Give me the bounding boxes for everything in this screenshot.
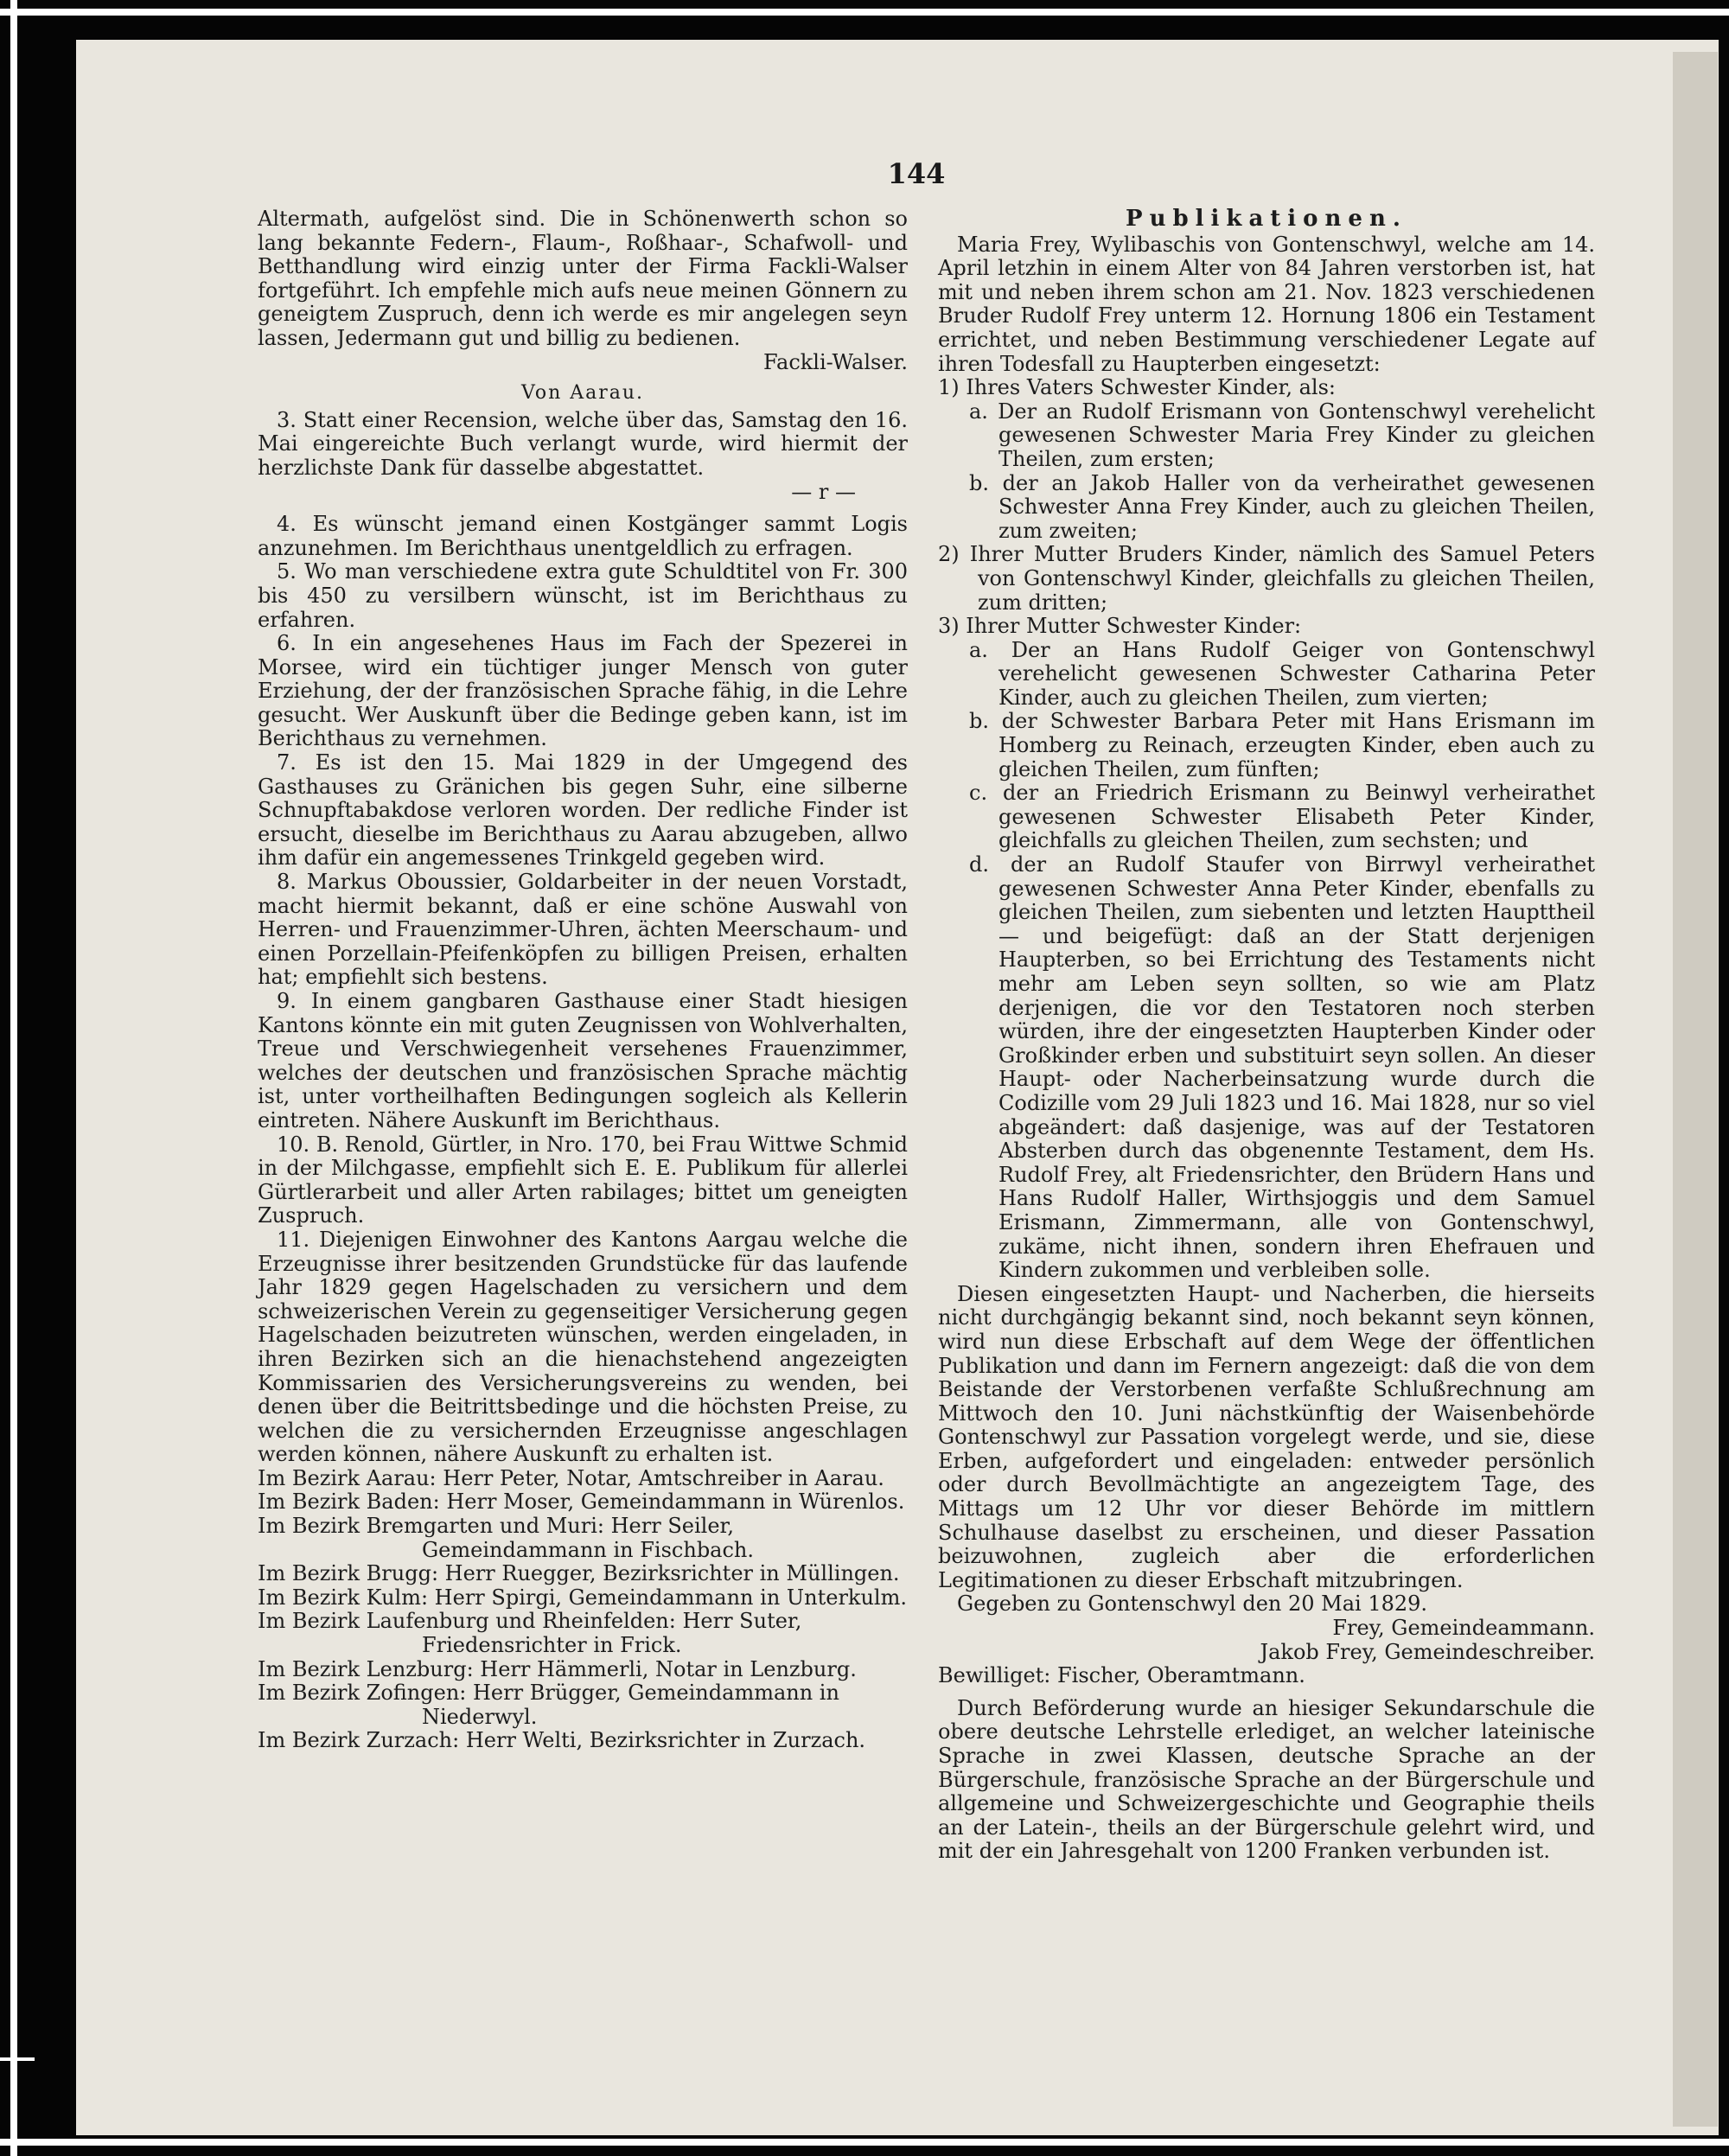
district-entry: Im Bezirk Bremgarten und Muri: Herr Seiler, Gemeindammann in Fischbach. — [258, 1514, 755, 1562]
given-date: Gegeben zu Gontenschwyl den 20 Mai 1829. — [957, 1591, 1428, 1617]
scan-border-left — [10, 0, 17, 2156]
district-entry: Im Bezirk Aarau: Herr Peter, Notar, Amtschreiber in Aarau. — [258, 1465, 884, 1490]
signature-mayor: Frey, Gemeindeammann. — [1332, 1616, 1595, 1641]
heir-group-2: 2) Ihrer Mutter Bruders Kinder, nämlich des Samuel Peters von Gontenschwyl Kinder, gleichfalls zu gleichen Theilen, zum dritten; — [938, 542, 1595, 615]
district-entry: Im Bezirk Brugg: Herr Ruegger, Bezirksrichter in Müllingen. — [258, 1561, 900, 1586]
heir-3c: c. der an Friedrich Erismann zu Beinwyl verheirathet gewesenen Schwester Elisabeth Peter Kinder, gleichfalls zu gleichen Theilen, zum sechsten; und — [969, 781, 1595, 853]
approval-line: Bewilliget: Fischer, Oberamtmann. — [938, 1663, 1305, 1688]
page-edge-shadow — [1673, 52, 1718, 2127]
scan-border-top — [0, 9, 1729, 16]
district-list — [258, 1467, 908, 1753]
publikationen-heading: Publikationen. — [1126, 206, 1407, 232]
district-entry: Im Bezirk Zurzach: Herr Welti, Bezirksrichter in Zurzach. — [258, 1728, 866, 1753]
testament-intro: Maria Frey, Wylibaschis von Gontenschwyl, welche am 14. April letzhin in einem Alter von 84 Jahren verstorben ist, hat mit und neben ihrem schon am 21. Nov. 1823 verschiedenen Bruder Rudolf Frey unterm 12. Hornung 1806 ein Testament errichtet, und neben Bestimmung verschiedener Legate auf ihren Todesfall zu Haupterben eingesetzt: — [938, 232, 1595, 376]
notice-3-signature: — r — — [791, 479, 856, 504]
heir-group-1: 1) Ihres Vaters Schwester Kinder, als: — [938, 375, 1336, 400]
heir-3d: d. der an Rudolf Staufer von Birrwyl verheirathet gewesenen Schwester Anna Peter Kinder, ebenfalls zu gleichen Theilen, zum siebenten und letzten Haupttheil — und beigefügt: daß an der Statt derjenigen Haupterben, so bei Errichtung des Testaments nicht mehr am Leben seyn sollten, so wie am Platz derjenigen, die vor den Testatoren noch sterben würden, ihre der eingesetzten Haupterben Kinder oder Großkinder erben und substituirt seyn sollen. An dieser Haupt- oder Nacherbeinsatzung wurde durch die Codizille vom 29 Juli 1823 und 16. Mai 1828, nur so viel abgeändert: daß dasjenige, was auf der Testatoren Absterben durch das obgenennte Testament, dem Hs. Rudolf Frey, alt Friedensrichter, den Brüdern Hans und Hans Rudolf Haller, Wirthsjoggis und dem Samuel Erismann, Zimmermann, alle von Gontenschwyl, zukäme, nicht ihnen, sondern ihren Ehefrauen und Kindern zukommen und verbleiben solle. — [969, 852, 1595, 1283]
notice-4: 4. Es wünscht jemand einen Kostgänger sammt Logis anzunehmen. Im Berichthaus unentgeldlich zu erfragen. — [258, 512, 908, 560]
scan-border-bottom — [0, 2139, 1729, 2146]
district-entry: Im Bezirk Lenzburg: Herr Hämmerli, Notar in Lenzburg. — [258, 1656, 857, 1681]
district-entry: Im Bezirk Baden: Herr Moser, Gemeindammann in Würenlos. — [258, 1489, 905, 1515]
left-column — [258, 207, 908, 1753]
notice-11: 11. Diejenigen Einwohner des Kantons Aargau welche die Erzeugnisse ihrer besitzenden Grundstücke für das laufende Jahr 1829 gegen Hagelschaden zu versichern und dem schweizerischen Verein zu gegenseitiger Versicherung gegen Hagelschaden beizutreten wünschen, werden eingeladen, in ihren Bezirken sich an die hienachstehend angezeigten Kommissarien des Versicherungsvereins zu wenden, bei denen über die Beitrittsbedinge und die höchsten Preise, zu welchen die zu versichernden Erzeugnisse angeschlagen werden können, nähere Auskunft zu erhalten ist. — [258, 1227, 908, 1467]
section-title-aarau: Von Aarau. — [520, 382, 645, 405]
heir-1a: a. Der an Rudolf Erismann von Gontenschwyl verehelicht gewesenen Schwester Maria Frey Kinder zu gleichen Theilen, zum ersten; — [969, 399, 1595, 471]
scan-tick-mark — [0, 2057, 35, 2061]
signature-clerk: Jakob Frey, Gemeindeschreiber. — [1260, 1639, 1595, 1664]
notice-9: 9. In einem gangbaren Gasthause einer Stadt hiesigen Kantons könnte ein mit guten Zeugnissen von Wohlverhalten, Treue und Verschwiegenheit versehenes Frauenzimmer, welches der deutschen und französischen Sprache mächtig ist, unter vortheilhaften Bedingungen sogleich als Kellerin eintreten. Nähere Auskunft im Berichthaus. — [258, 989, 908, 1132]
intro-paragraph: Altermath, aufgelöst sind. Die in Schönenwerth schon so lang bekannte Federn-, Flaum-, Roßhaar-, Schafwoll- und Betthandlung wird einzig unter der Firma Fackli-Walser fortgeführt. Ich empfehle mich aufs neue meinen Gönnern zu geneigtem Zuspruch, denn ich werde es mir angelegen seyn lassen, Jedermann gut und billig zu bedienen. — [258, 207, 908, 350]
notice-10: 10. B. Renold, Gürtler, in Nro. 170, bei Frau Wittwe Schmid in der Milchgasse, empfiehlt sich E. E. Publikum für allerlei Gürtlerarbeit und aller Arten rabilages; bittet um geneigten Zuspruch. — [258, 1132, 908, 1228]
notice-5: 5. Wo man verschiedene extra gute Schuldtitel von Fr. 300 bis 450 zu versilbern wünscht, ist im Berichthaus zu erfahren. — [258, 559, 908, 632]
notice-6: 6. In ein angesehenes Haus im Fach der Spezerei in Morsee, wird ein tüchtiger junger Mensch von guter Erziehung, der der französischen Sprache fähig, in die Lehre gesucht. Wer Auskunft über die Bedinge geben kann, ist im Berichthaus zu vernehmen. — [258, 631, 908, 751]
notice-7: 7. Es ist den 15. Mai 1829 in der Umgegend des Gasthauses zu Gränichen bis gegen Suhr, eine silberne Schnupftabakdose verloren worden. Der redliche Finder ist ersucht, dieselbe im Berichthaus zu Aarau abzugeben, allwo ihm dafür ein angemessenes Trinkgeld gegeben wird. — [258, 750, 908, 871]
district-entry: Im Bezirk Zofingen: Herr Brügger, Gemeindammann in Niederwyl. — [258, 1681, 839, 1729]
heir-3b: b. der Schwester Barbara Peter mit Hans Erismann im Homberg zu Reinach, erzeugten Kinder, eben auch zu gleichen Theilen, zum fünften; — [969, 709, 1595, 781]
heir-group-3: 3) Ihrer Mutter Schwester Kinder: — [938, 614, 1302, 639]
notice-3: 3. Statt einer Recension, welche über das, Samstag den 16. Mai eingereichte Buch verlangt wurde, wird hiermit der herzlichste Dank für dasselbe abgestattet. — [258, 407, 908, 480]
district-entry: Im Bezirk Kulm: Herr Spirgi, Gemeindammann in Unterkulm. — [258, 1585, 907, 1610]
heirs-notice: Diesen eingesetzten Haupt- und Nacherben, die hierseits nicht durchgängig bekannt sind, noch bekannt seyn können, wird nun diese Erbschaft auf dem Wege der öffentlichen Publikation und dann im Fernern angezeigt: daß die von dem Beistande der Verstorbenen verfaßte Schlußrechnung am Mittwoch den 10. Juni nächstkünftig der Waisenbehörde Gontenschwyl zur Passation vorgelegt werde, und sie, diese Erben, aufgefordert und eingeladen: entweder persönlich oder durch Bevollmächtigte an angezeigtem Tage, des Mittags um 12 Uhr vor dieser Behörde im mittlern Schulhause daselbst zu erscheinen, und dieser Passation beizuwohnen, zugleich aber die erforderlichen Legitimationen zu dieser Erbschaft mitzubringen. — [938, 1281, 1595, 1592]
heir-1b: b. der an Jakob Haller von da verheirathet gewesenen Schwester Anna Frey Kinder, auch zu gleichen Theilen, zum zweiten; — [969, 470, 1595, 543]
notice-8: 8. Markus Oboussier, Goldarbeiter in der neuen Vorstadt, macht hiermit bekannt, daß er eine schöne Auswahl von Herren- und Frauenzimmer-Uhren, ächten Meerschaum- und einen Porzellain-Pfeifenköpfen zu billigen Preisen, erhalten hat; empfiehlt sich bestens. — [258, 870, 908, 990]
district-entry: Im Bezirk Laufenburg und Rheinfelden: Herr Suter, Friedensrichter in Frick. — [258, 1609, 802, 1658]
intro-signature: Fackli-Walser. — [762, 349, 908, 374]
heir-3a: a. Der an Hans Rudolf Geiger von Gontenschwyl verehelicht gewesenen Schwester Catharina Peter Kinder, auch zu gleichen Theilen, zum vierten; — [969, 637, 1595, 710]
page-number: 144 — [887, 157, 946, 190]
school-notice: Durch Beförderung wurde an hiesiger Sekundarschule die obere deutsche Lehrstelle erlediget, an welcher lateinische Sprache in zwei Klassen, deutsche Sprache an der Bürgerschule, französische Sprache an der Bürgerschule und allgemeine und Schweizergeschichte und Geographie theils an der Latein-, theils an der Bürgerschule gelehrt wird, und mit der ein Jahresgehalt von 1200 Franken verbunden ist. — [938, 1695, 1595, 1864]
right-column — [938, 207, 1595, 1864]
